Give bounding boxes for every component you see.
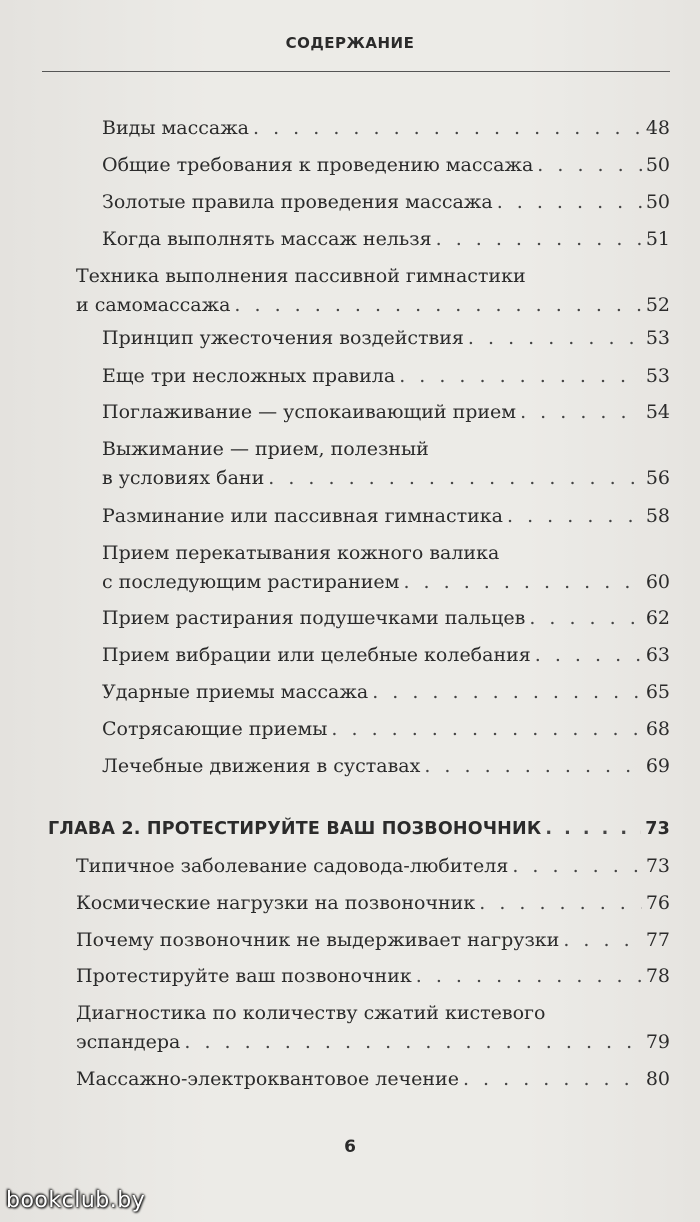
- toc-entry-title: и самомассажа: [76, 294, 231, 316]
- page-number: 6: [344, 1137, 356, 1157]
- leader-dots: [520, 400, 642, 424]
- toc-section-entry: [76, 264, 670, 317]
- leader-dots: [463, 1067, 642, 1091]
- toc-entry-title: Когда выполнять массаж нельзя: [102, 228, 432, 250]
- toc-page-number: 52: [645, 294, 670, 316]
- toc-entry-title: Сотрясающие приемы: [102, 718, 328, 740]
- toc-page-number: 60: [645, 571, 670, 593]
- toc-entry: [102, 326, 670, 350]
- toc-page-number: 73: [645, 819, 670, 839]
- toc-page-number: 62: [645, 607, 670, 629]
- toc-entry-title-line: Выжимание — прием, полезный: [102, 438, 429, 460]
- leader-dots: [507, 504, 642, 528]
- toc-page-number: 54: [645, 401, 670, 423]
- leader-dots: [268, 466, 642, 490]
- leader-dots: [399, 364, 642, 388]
- leader-dots: [234, 293, 641, 317]
- toc-entry: [102, 717, 670, 741]
- leader-dots: [479, 891, 642, 915]
- toc-entry-title-line: Диагностика по количеству сжатий кистевого: [76, 1002, 546, 1024]
- toc-entry-title: с последующим растиранием: [102, 571, 400, 593]
- toc-page-number: 50: [645, 154, 670, 176]
- toc-page-number: 51: [645, 228, 670, 250]
- toc-section-entry: [76, 928, 670, 952]
- toc-entry: [102, 190, 670, 214]
- toc-entry: [102, 504, 670, 528]
- toc-section-entry: [76, 1067, 670, 1091]
- toc-page-number: 73: [645, 855, 670, 877]
- toc-entry: [102, 227, 670, 251]
- leader-dots: [416, 964, 642, 988]
- leader-dots: [331, 717, 641, 741]
- leader-dots: [424, 754, 641, 778]
- toc-section-entry: [76, 1001, 670, 1054]
- leader-dots: [537, 153, 642, 177]
- leader-dots: [468, 326, 642, 350]
- toc-entry-title: Прием вибрации или целебные колебания: [102, 644, 531, 666]
- toc-entry-title: Еще три несложных правила: [102, 365, 396, 387]
- toc-page-number: 68: [645, 718, 670, 740]
- leader-dots: [563, 928, 641, 952]
- leader-dots: [253, 116, 642, 140]
- toc-entry-title-line: Прием перекатывания кожного валика: [102, 542, 500, 564]
- toc-entry-title: Прием растирания подушечками пальцев: [102, 607, 526, 629]
- toc-entry-title: Почему позвоночник не выдерживает нагрузки: [76, 929, 560, 951]
- leader-dots: [184, 1030, 641, 1054]
- page-header: СОДЕРЖАНИЕ: [285, 34, 415, 52]
- toc-entry-title: Золотые правила проведения массажа: [102, 191, 493, 213]
- toc-entry-title-line: Техника выполнения пассивной гимнастики: [76, 265, 526, 287]
- toc-page-number: 53: [645, 327, 670, 349]
- toc-entry-title: Массажно-электроквантовое лечение: [76, 1068, 459, 1090]
- toc-section-entry: [76, 854, 670, 878]
- toc-page-number: 58: [645, 505, 670, 527]
- toc-chapter-title: ГЛАВА 2. ПРОТЕСТИРУЙТЕ ВАШ ПОЗВОНОЧНИК: [48, 819, 542, 839]
- toc-entry-title: Протестируйте ваш позвоночник: [76, 965, 412, 987]
- toc-entry: [102, 116, 670, 140]
- toc-page-number: 76: [645, 892, 670, 914]
- toc-chapter-entry: [48, 817, 670, 841]
- toc-page-number: 53: [645, 365, 670, 387]
- toc-entry-title: Разминание или пассивная гимнастика: [102, 505, 504, 527]
- toc-entry-title: Лечебные движения в суставах: [102, 755, 421, 777]
- toc-entry: [102, 680, 670, 704]
- toc-entry-title: Типичное заболевание садовода-любителя: [76, 855, 509, 877]
- leader-dots: [497, 190, 642, 214]
- toc-entry-title: Общие требования к проведению массажа: [102, 154, 534, 176]
- toc-entry: [102, 364, 670, 388]
- leader-dots: [529, 606, 642, 630]
- leader-dots: [535, 643, 642, 667]
- leader-dots: [436, 227, 642, 251]
- toc-page-number: 78: [645, 965, 670, 987]
- toc-entry: [102, 643, 670, 667]
- toc-page-number: 69: [645, 755, 670, 777]
- toc-entry-title: Ударные приемы массажа: [102, 681, 369, 703]
- toc-entry-title: эспандера: [76, 1031, 181, 1053]
- toc-page-number: 63: [645, 644, 670, 666]
- toc-page-number: 48: [645, 117, 670, 139]
- toc-page-number: 77: [645, 929, 670, 951]
- toc-section-entry: [76, 964, 670, 988]
- toc-entry: [102, 400, 670, 424]
- toc-entry: [102, 541, 670, 594]
- toc-entry-title: Космические нагрузки на позвоночник: [76, 892, 476, 914]
- toc-page-number: 79: [645, 1031, 670, 1053]
- toc-entry: [102, 606, 670, 630]
- toc-entry: [102, 437, 670, 490]
- toc-section-entry: [76, 891, 670, 915]
- toc-entry-title: в условиях бани: [102, 467, 265, 489]
- toc-entry-title: Принцип ужесточения воздействия: [102, 327, 464, 349]
- toc-entry-title: Виды массажа: [102, 117, 250, 139]
- toc-page-number: 50: [645, 191, 670, 213]
- leader-dots: [512, 854, 641, 878]
- toc-page-number: 56: [645, 467, 670, 489]
- toc-entry: [102, 754, 670, 778]
- toc-page-number: 80: [645, 1068, 670, 1090]
- toc-entry-title: Поглаживание — успокаивающий прием: [102, 401, 517, 423]
- leader-dots: [545, 817, 641, 841]
- watermark: bookclub.by: [6, 1188, 146, 1213]
- leader-dots: [403, 570, 641, 594]
- toc-entry: [102, 153, 670, 177]
- leader-dots: [372, 680, 642, 704]
- toc-page-number: 65: [645, 681, 670, 703]
